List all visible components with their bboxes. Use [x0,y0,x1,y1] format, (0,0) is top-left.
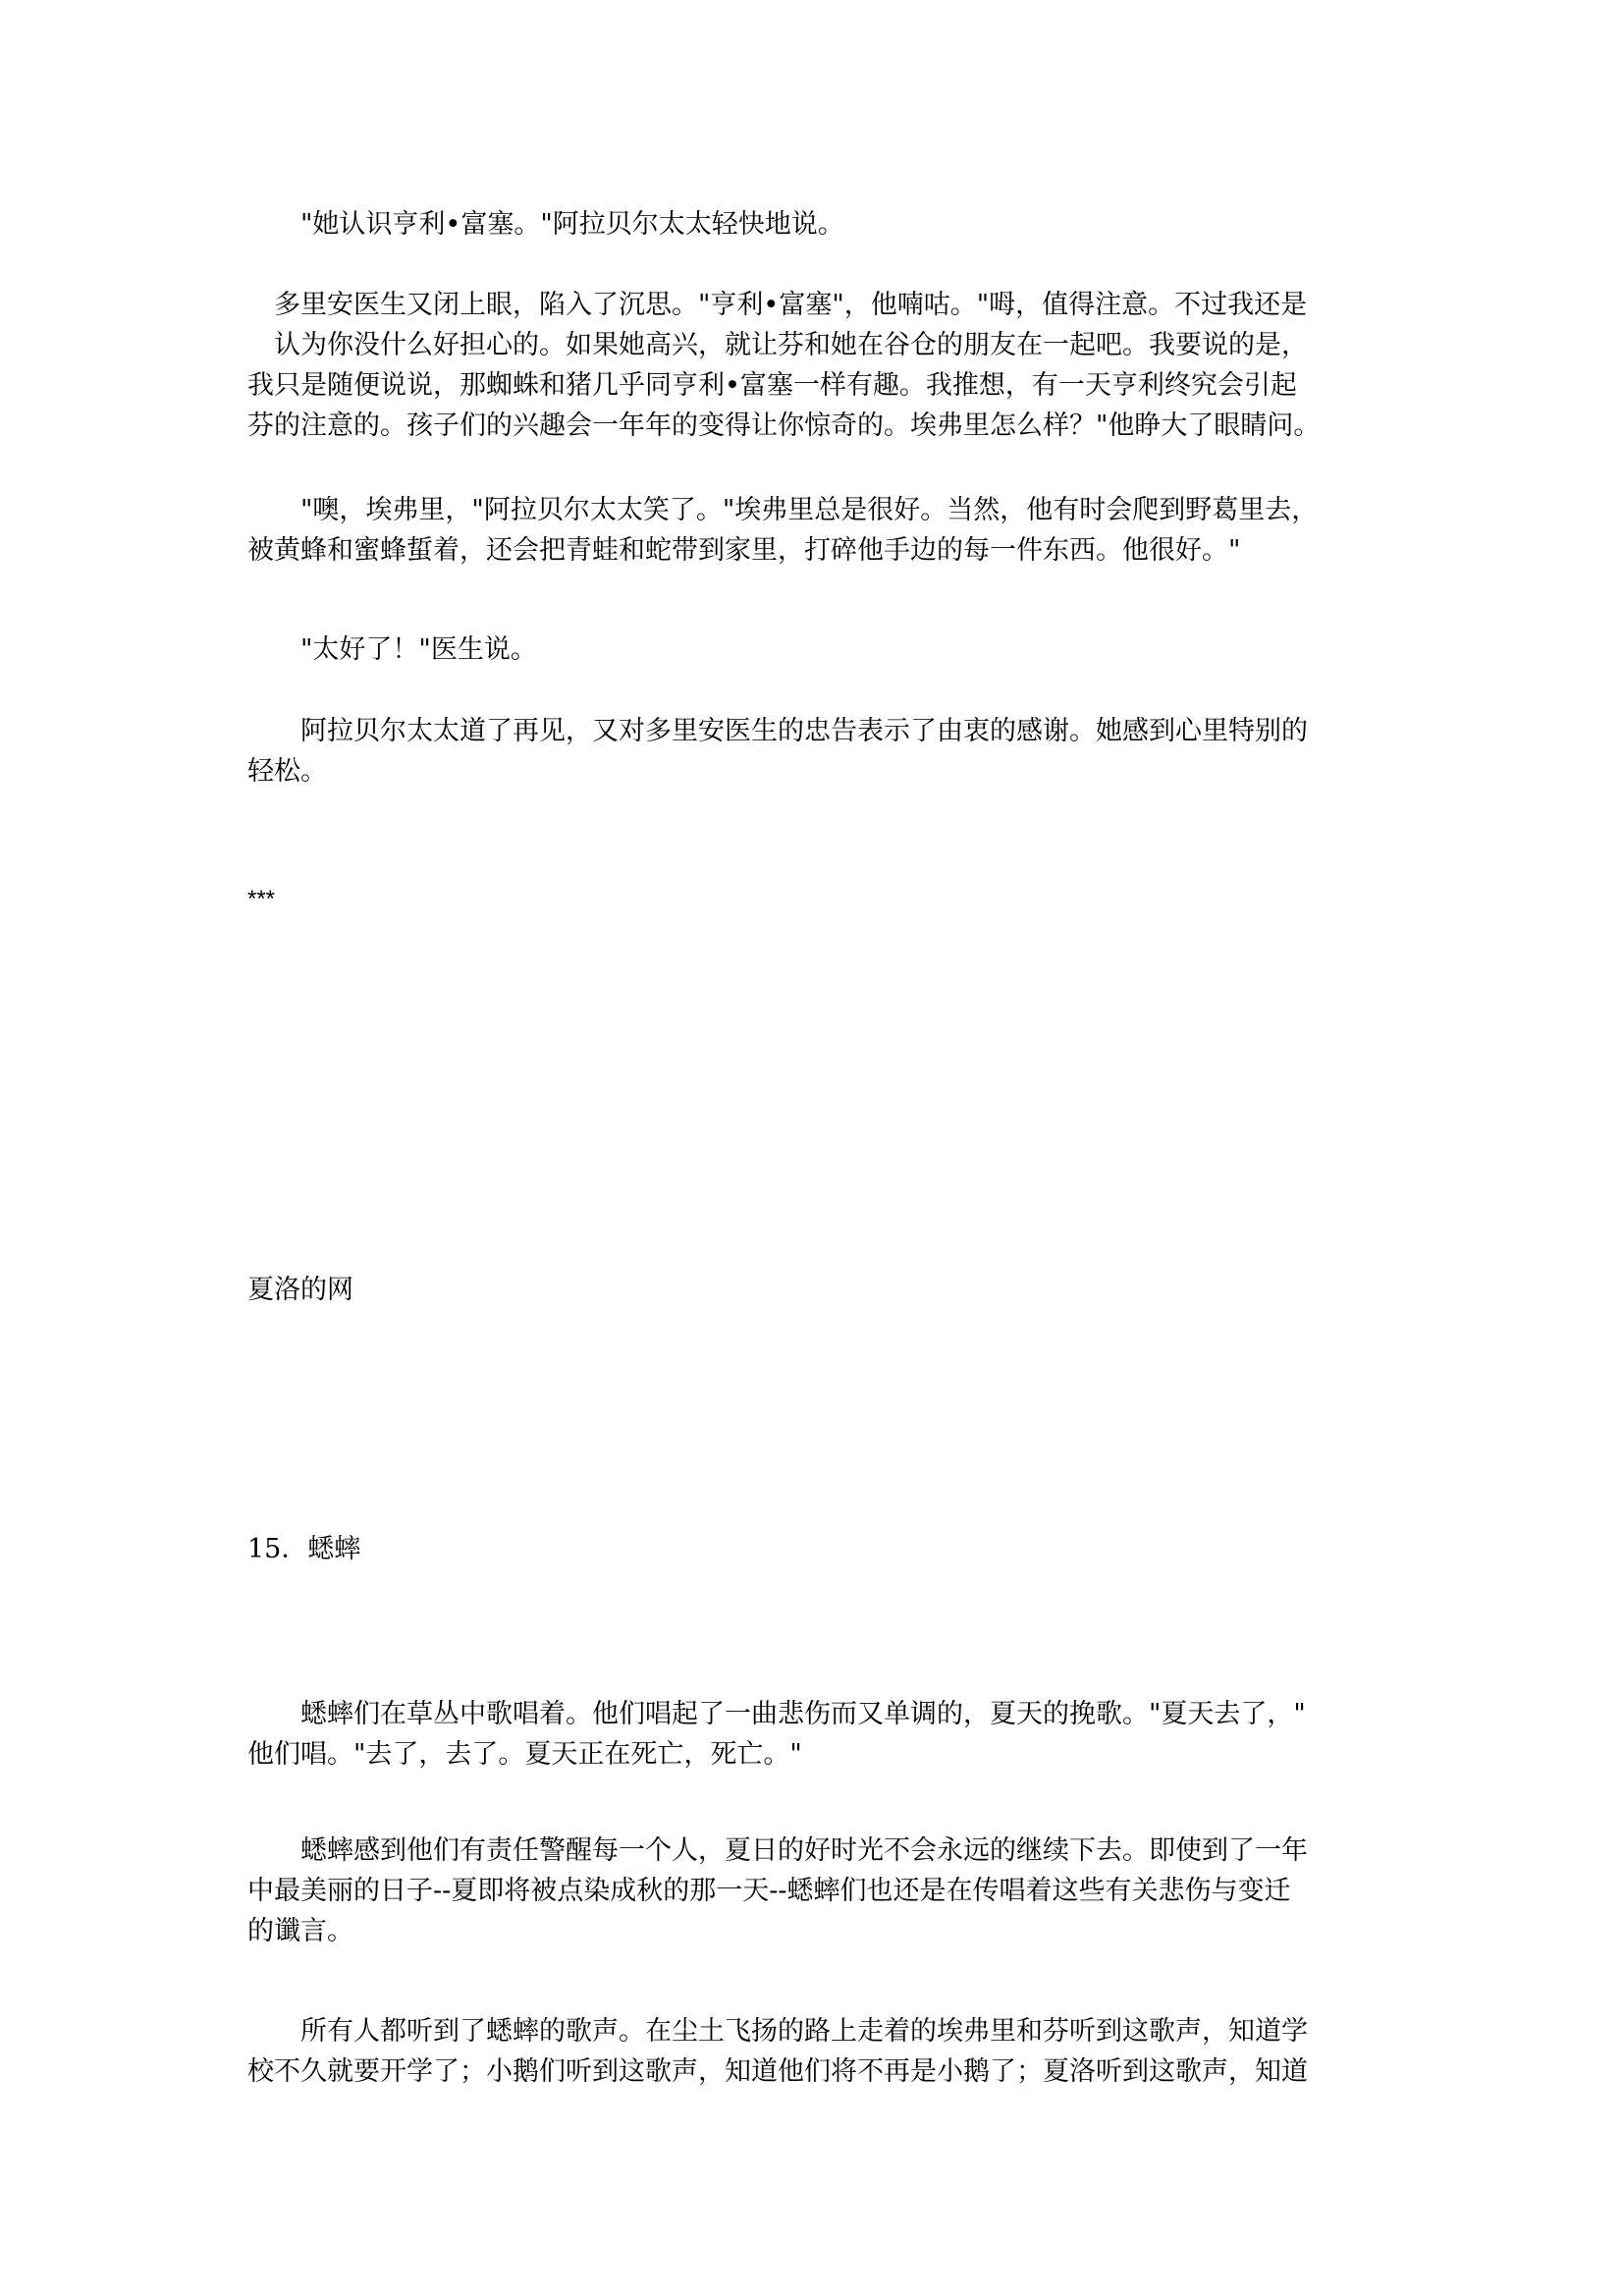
text-line: 蟋蟀感到他们有责任警醒每一个人，夏日的好时光不会永远的继续下去。即使到了一年 [247,1835,1308,1866]
chapter-title-text: 15．蟋蟀 [247,1534,361,1564]
text-line: "她认识亨利•富塞。"阿拉贝尔太太轻快地说。 [247,209,844,240]
chapter-title [247,1529,1386,1569]
text-line: 他们唱。"去了，去了。夏天正在死亡，死亡。" [247,1739,802,1770]
paragraph-crickets-duty [247,1831,1386,1951]
book-title [247,1270,1386,1310]
text-line: 的谶言。 [247,1916,353,1946]
paragraph-crickets-song [247,1694,1386,1775]
text-line: 阿拉贝尔太太道了再见，又对多里安医生的忠告表示了由衷的感谢。她感到心里特别的 [247,716,1308,746]
separator-text: *** [247,886,276,912]
text-line: 所有人都听到了蟋蟀的歌声。在尘土飞扬的路上走着的埃弗里和芬听到这歌声，知道学 [247,2016,1308,2047]
paragraph-doctor-reply [247,629,1386,670]
text-line: 蟋蟀们在草丛中歌唱着。他们唱起了一曲悲伤而又单调的，夏天的挽歌。"夏天去了，" [247,1699,1306,1729]
paragraph-everyone-heard [247,2011,1386,2092]
paragraph-farewell [247,711,1386,792]
book-title-text: 夏洛的网 [247,1275,353,1305]
text-line: 芬的注意的。孩子们的兴趣会一年年的变得让你惊奇的。埃弗里怎么样？"他睁大了眼睛问。 [247,410,1321,441]
text-line: 认为你没什么好担心的。如果她高兴，就让芬和她在谷仓的朋友在一起吧。我要说的是， [247,330,1308,360]
paragraph-avery [247,490,1386,571]
text-line: 轻松。 [247,756,327,787]
text-line: 校不久就要开学了；小鹅们听到这歌声，知道他们将不再是小鹅了；夏洛听到这歌声，知道 [247,2056,1308,2087]
text-line: "噢，埃弗里，"阿拉贝尔太太笑了。"埃弗里总是很好。当然，他有时会爬到野葛里去， [247,495,1319,525]
text-line: 被黄蜂和蜜蜂蜇着，还会把青蛙和蛇带到家里，打碎他手边的每一件东西。他很好。" [247,535,1241,566]
text-line: 多里安医生又闭上眼，陷入了沉思。"亨利•富塞"，他喃咕。"呣，值得注意。不过我还是 [247,290,1308,320]
section-separator [247,879,1386,919]
text-line: "太好了！"医生说。 [247,634,537,665]
text-line: 中最美丽的日子--夏即将被点染成秋的那一天--蟋蟀们也还是在传唱着这些有关悲伤与变迁 [247,1876,1291,1906]
text-line: 我只是随便说说，那蜘蛛和猪几乎同亨利•富塞一样有趣。我推想，有一天亨利终究会引起 [247,370,1297,401]
paragraph-henry-fusey [247,204,1386,245]
paragraph-doctor-dorian [247,285,1386,446]
